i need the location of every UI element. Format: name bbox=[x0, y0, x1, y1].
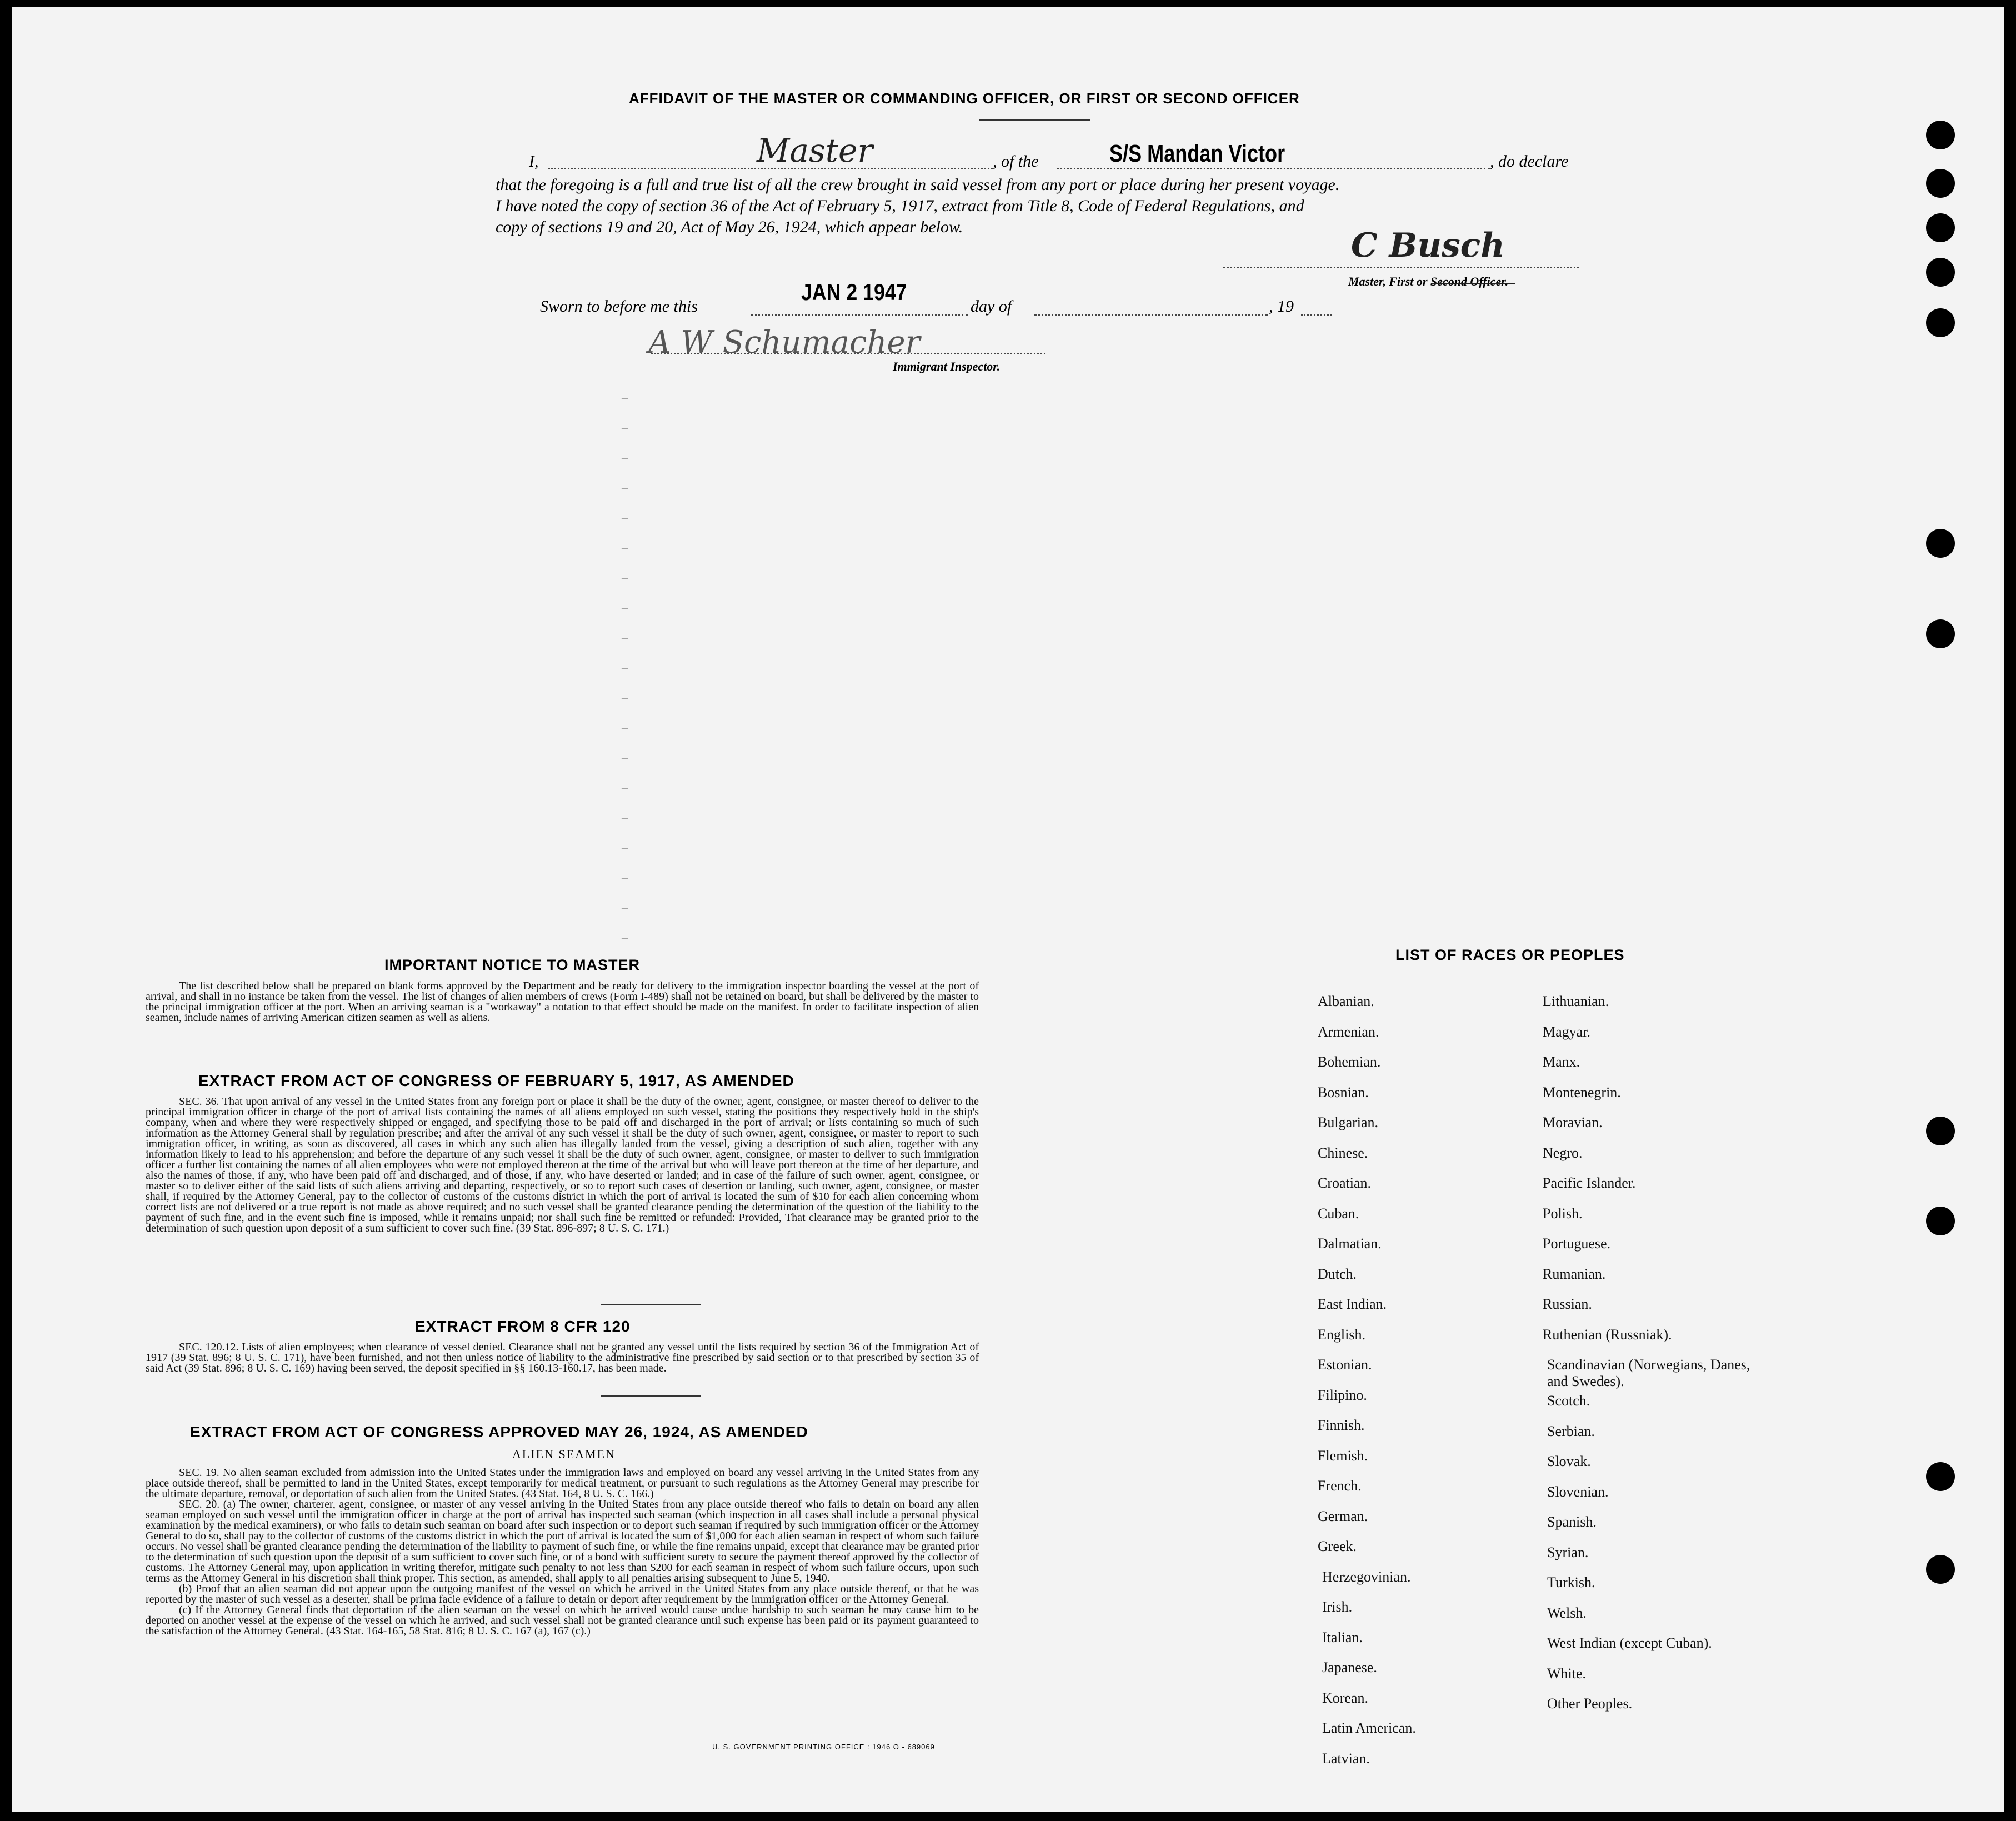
race-item: Croatian. bbox=[1318, 1175, 1372, 1191]
declaration-line-4: copy of sections 19 and 20, Act of May 26, 1924, which appear below. bbox=[496, 218, 963, 236]
race-item: Korean. bbox=[1322, 1689, 1369, 1706]
bleed-through-dash: – bbox=[622, 390, 628, 404]
inspector-line bbox=[651, 353, 1045, 354]
extract-1924-text bbox=[146, 1468, 979, 1637]
race-item: Syrian. bbox=[1547, 1544, 1589, 1560]
alien-seamen-subtitle: ALIEN SEAMEN bbox=[512, 1447, 616, 1461]
race-item: Ruthenian (Russniak). bbox=[1543, 1326, 1672, 1343]
year-prefix: , 19 bbox=[1269, 297, 1294, 316]
bleed-through-dash: – bbox=[622, 630, 628, 644]
race-item: Slovenian. bbox=[1547, 1483, 1609, 1500]
sec-36-paragraph: SEC. 36. That upon arrival of any vessel in the United States from any foreign port or place it shall be the duty of the owner, agent, consignee, or master thereof to deliver to the principal immigration officer in charge of the port of arrival lists containing the names of all aliens employed on such vessel, stating the positions they respectively hold in the ship's company, when and where they were respectively shipped or engaged, and specifying those to be paid off and discharged in the port of arrival; or lists containing so much of such information as the Attorney General shall by regulation prescribe; and after the arrival of any such vessel it shall be the duty of such owner, agent, consignee, or master to report to such immigration officer, in writing, as soon as discovered, all cases in which any such alien has illegally landed from the vessel, giving a description of such alien, together with any information likely to lead to his apprehension; and before the departure of any such vessel it shall be the duty of such owner, agent, consignee, or master to deliver to such immigration officer a further list containing the names of all alien employees who were not employed thereon at the time of the arrival but who will leave port thereon at the time of her departure, and also the names of those, if any, who have been paid off and discharged, and of those, if any, who have deserted or landed; and in case of the failure of such owner, agent, consignee, or master so to deliver either of the said lists of such aliens arriving and departing, respectively, or so to report such cases of desertion or landing, such owner, agent, consignee, or master shall, if required by the Attorney General, pay to the collector of customs of the customs district in which the port of arrival is located the sum of $10 for each alien concerning whom correct lists are not delivered or a true report is not made as above required; and no such vessel shall be granted clearance pending the determination of the question of the liability to the payment of such fine, and in the event such fine is imposed, while it remains unpaid; nor shall such fine be remitted or refunded: Provided, That clearance may be granted prior to the determination of such question upon deposit of a sum sufficient to cover such fine. (39 Stat. 896-897; 8 U. S. C. 171.) bbox=[146, 1095, 979, 1234]
bleed-through-dash: – bbox=[622, 420, 628, 434]
binder-hole bbox=[1926, 529, 1955, 558]
race-item: Greek. bbox=[1318, 1538, 1357, 1554]
extract-cfr-text bbox=[146, 1342, 979, 1374]
year-line bbox=[1301, 314, 1332, 316]
notice-title: IMPORTANT NOTICE TO MASTER bbox=[384, 957, 640, 973]
extract-1924-title: EXTRACT FROM ACT OF CONGRESS APPROVED MAY 26, 1924, AS AMENDED bbox=[190, 1423, 808, 1440]
bleed-through-dash: – bbox=[622, 570, 628, 584]
race-item: Turkish. bbox=[1547, 1574, 1595, 1591]
vessel-line bbox=[1057, 168, 1490, 169]
race-item: Moravian. bbox=[1543, 1114, 1603, 1130]
binder-hole bbox=[1926, 169, 1955, 198]
binder-hole bbox=[1926, 213, 1955, 242]
race-item: Japanese. bbox=[1322, 1659, 1377, 1675]
race-item: Pacific Islander. bbox=[1543, 1175, 1636, 1191]
race-item: Italian. bbox=[1322, 1629, 1363, 1645]
of-the-label: , of the bbox=[993, 152, 1039, 171]
race-item: Estonian. bbox=[1318, 1357, 1372, 1373]
races-title: LIST OF RACES OR PEOPLES bbox=[1395, 947, 1625, 963]
binder-hole bbox=[1926, 121, 1955, 149]
race-item: Negro. bbox=[1543, 1144, 1583, 1161]
notice-text bbox=[146, 981, 979, 1023]
signature-line bbox=[1223, 267, 1579, 268]
notice-paragraph: The list described below shall be prepared on blank forms approved by the Department and be ready for delivery to the immigration inspector boarding the vessel at the port of arrival, and shall in no instance be taken from the vessel. The list of changes of alien members of crews (Form I-489) shall not be retained on board, but shall be delivered by the master to the principal immigration officer at the port. When an arriving seaman is a "workaway" a notation to that effect should be made on the manifest. In order to facilitate inspection of alien seamen, include names of arriving American citizen seamen as well as aliens. bbox=[146, 980, 979, 1024]
race-item: Bosnian. bbox=[1318, 1084, 1369, 1100]
race-item: Albanian. bbox=[1318, 993, 1374, 1009]
binder-hole bbox=[1926, 1555, 1955, 1584]
race-item: English. bbox=[1318, 1326, 1365, 1343]
document-page bbox=[12, 7, 2004, 1812]
inspector-signature: A W Schumacher bbox=[648, 324, 921, 361]
affidavit-title: AFFIDAVIT OF THE MASTER OR COMMANDING OFFICER, OR FIRST OR SECOND OFFICER bbox=[629, 90, 1300, 107]
extract-1917-title: EXTRACT FROM ACT OF CONGRESS OF FEBRUARY 5, 1917, AS AMENDED bbox=[198, 1072, 794, 1089]
race-item: Scotch. bbox=[1547, 1393, 1590, 1409]
race-item: West Indian (except Cuban). bbox=[1547, 1635, 1712, 1652]
bleed-through-dash: – bbox=[622, 690, 628, 704]
day-of-label: day of bbox=[971, 297, 1012, 316]
race-item: Montenegrin. bbox=[1543, 1084, 1621, 1100]
race-item: White. bbox=[1547, 1665, 1587, 1682]
race-item: Other Peoples. bbox=[1547, 1695, 1633, 1712]
bleed-through-dash: – bbox=[622, 930, 628, 944]
binder-hole bbox=[1926, 258, 1955, 287]
extract-cfr-title: EXTRACT FROM 8 CFR 120 bbox=[415, 1318, 631, 1335]
race-item: Latin American. bbox=[1322, 1720, 1416, 1736]
race-item: German. bbox=[1318, 1508, 1368, 1524]
declaration-line-3: I have noted the copy of section 36 of the Act of February 5, 1917, extract from Title 8, Code of Federal Regulations, and bbox=[496, 197, 1304, 215]
signature-caption: Master, First or Second Officer. bbox=[1348, 274, 1509, 288]
bleed-through-dash: – bbox=[622, 540, 628, 554]
race-item: Russian. bbox=[1543, 1296, 1592, 1312]
race-item: Cuban. bbox=[1318, 1205, 1359, 1222]
sec-120-12-paragraph: SEC. 120.12. Lists of alien employees; when clearance of vessel denied. Clearance shall not be granted any vessel until the lists required by section 36 of the Immigration Act of 1917 (39 Stat. 896; 8 U. S. C. 171), have been furnished, and not then unless notice of liability to the administrative fine prescribed by said section or to that prescribed by section 35 of said Act (39 Stat. 896; 8 U. S. C. 169) having been served, the deposit specified in §§ 160.13-160.17, has been made. bbox=[146, 1341, 979, 1374]
sec-20a-paragraph: SEC. 20. (a) The owner, charterer, agent, consignee, or master of any vessel arriving in the United States from any place outside thereof who fails to detain on board any alien seaman employed on such vessel until the immigration officer in charge at the port of arrival has inspected such seaman (which inspection in all cases shall include a personal physical examination by the medical examiners), or who fails to detain such seaman on board after such inspection or to deport such seaman if required by such immigration officer or the Attorney General to do so, shall pay to the collector of customs of the customs district in which the port of arrival is located the sum of $1,000 for each alien seaman in respect of whom such failure occurs. No vessel shall be granted clearance pending the determination of the liability to payment of such fine, or while the fine remains unpaid, except that clearance may be granted prior to the determination of such question upon the deposit of a sum sufficient to cover such fine, or of a bond with sufficient surety to secure the payment thereof approved by the collector of customs. The Attorney General may, upon application in writing therefor, mitigate such penalty to not less than $200 for each seaman in respect of whom such failure occurs, upon such terms as the Attorney General in his discretion shall think proper. This section, as amended, shall apply to all penalties arising subsequent to June 5, 1940. bbox=[146, 1498, 979, 1584]
race-item: Dalmatian. bbox=[1318, 1235, 1382, 1252]
race-item: Dutch. bbox=[1318, 1265, 1357, 1282]
sworn-label: Sworn to before me this bbox=[540, 297, 698, 316]
sec-20c-paragraph: (c) If the Attorney General finds that deportation of the alien seaman on the vessel on which he arrived would cause undue hardship to such seaman he may cause him to be deported on another vessel at the expense of the vessel on which he arrived, and such vessel shall not be granted clearance until such expense has been paid or its payment guaranteed to the satisfaction of the Attorney General. (43 Stat. 164-165, 58 Stat. 816; 8 U. S. C. 167 (a), 167 (c).) bbox=[146, 1604, 979, 1637]
race-item: Welsh. bbox=[1547, 1604, 1587, 1621]
race-item: Bohemian. bbox=[1318, 1054, 1381, 1070]
race-item: Serbian. bbox=[1547, 1423, 1595, 1439]
vessel-name: S/S Mandan Victor bbox=[1109, 140, 1285, 167]
binder-hole bbox=[1926, 1462, 1955, 1491]
strikethrough bbox=[1432, 283, 1515, 284]
bleed-through-dash: – bbox=[622, 510, 628, 524]
sec-20b-paragraph: (b) Proof that an alien seaman did not appear upon the outgoing manifest of the vessel on which he arrived in the United States from any place outside thereof, or that he was reported by the master of such vessel as a deserter, shall be prima facie evidence of a failure to detain or deport after requirement by the immigration officer or the Attorney General. bbox=[146, 1583, 979, 1605]
do-declare-label: , do declare bbox=[1490, 152, 1569, 171]
printing-office-footer: U. S. GOVERNMENT PRINTING OFFICE : 1946 O - 689069 bbox=[712, 1743, 935, 1751]
race-item: Herzegovinian. bbox=[1322, 1568, 1411, 1585]
race-item: East Indian. bbox=[1318, 1296, 1387, 1312]
bleed-through-dash: – bbox=[622, 870, 628, 884]
race-item: Chinese. bbox=[1318, 1144, 1368, 1161]
race-item: Spanish. bbox=[1547, 1514, 1597, 1530]
race-item: Magyar. bbox=[1543, 1023, 1590, 1040]
section-rule-2 bbox=[601, 1395, 701, 1397]
race-item: Slovak. bbox=[1547, 1453, 1591, 1470]
master-signature: C Busch bbox=[1351, 226, 1505, 265]
sworn-date-line bbox=[751, 314, 968, 316]
race-item: Filipino. bbox=[1318, 1387, 1367, 1403]
race-item: Flemish. bbox=[1318, 1447, 1368, 1464]
bleed-through-dash: – bbox=[622, 810, 628, 824]
race-item: Rumanian. bbox=[1543, 1265, 1606, 1282]
race-item: Polish. bbox=[1543, 1205, 1583, 1222]
bleed-through-dash: – bbox=[622, 750, 628, 764]
race-item: Irish. bbox=[1322, 1599, 1353, 1615]
month-line bbox=[1034, 314, 1268, 316]
extract-1917-text bbox=[146, 1097, 979, 1234]
binder-hole bbox=[1926, 308, 1955, 337]
inspector-caption: Immigrant Inspector. bbox=[893, 359, 1001, 373]
race-item: Armenian. bbox=[1318, 1023, 1379, 1040]
title-rule bbox=[979, 119, 1090, 121]
binder-hole bbox=[1926, 1207, 1955, 1235]
bleed-through-dash: – bbox=[622, 840, 628, 854]
race-item: Scandinavian (Norwegians, Danes, and Swedes). bbox=[1547, 1357, 1750, 1389]
race-item: French. bbox=[1318, 1478, 1362, 1494]
declaration-line-2: that the foregoing is a full and true list of all the crew brought in said vessel from any port or place during her present voyage. bbox=[496, 176, 1340, 194]
bleed-through-dash: – bbox=[622, 600, 628, 614]
bleed-through-dash: – bbox=[622, 780, 628, 794]
race-item: Finnish. bbox=[1318, 1417, 1365, 1433]
binder-hole bbox=[1926, 1117, 1955, 1145]
i-label: I, bbox=[529, 152, 539, 171]
sec-19-paragraph: SEC. 19. No alien seaman excluded from admission into the United States under the immigration laws and employed on board any vessel arriving in the United States from any place outside thereof, shall be permitted to land in the United States, except temporarily for medical treatment, or pursuant to such regulations as the Attorney General may prescribe for the ultimate departure, removal, or deportation of such alien from the United States. (43 Stat. 164, 8 U. S. C. 166.) bbox=[146, 1467, 979, 1500]
race-item: Lithuanian. bbox=[1543, 993, 1609, 1009]
section-rule bbox=[601, 1304, 701, 1305]
bleed-through-dash: – bbox=[622, 720, 628, 734]
rank-handwritten: Master bbox=[757, 132, 873, 169]
sworn-date-stamp: JAN 2 1947 bbox=[801, 279, 907, 305]
bleed-through-dash: – bbox=[622, 900, 628, 914]
bleed-through-dash: – bbox=[622, 450, 628, 464]
race-item: Portuguese. bbox=[1543, 1235, 1611, 1252]
bleed-through-dash: – bbox=[622, 660, 628, 674]
race-item: Latvian. bbox=[1322, 1750, 1370, 1767]
binder-hole bbox=[1926, 619, 1955, 648]
bleed-through-dash: – bbox=[622, 480, 628, 494]
race-item: Manx. bbox=[1543, 1054, 1580, 1070]
race-item: Bulgarian. bbox=[1318, 1114, 1379, 1130]
